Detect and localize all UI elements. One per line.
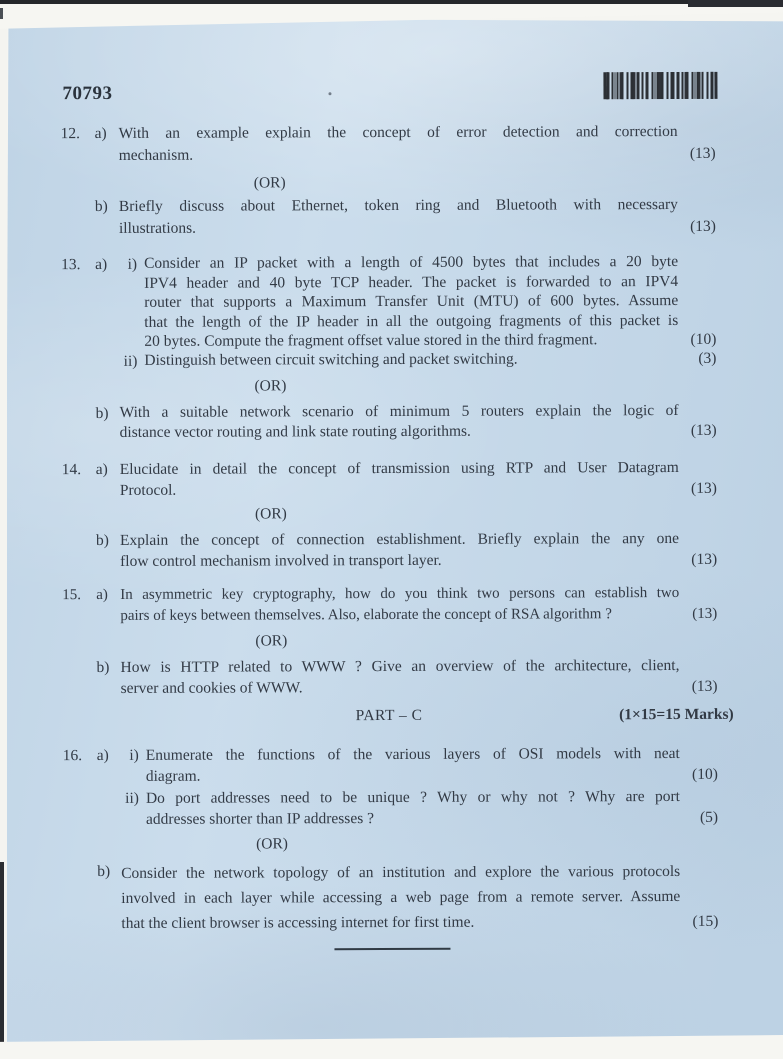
question-text-line: IPV4 header and 40 byte TCP header. The packet is forwarded to an IPV4 xyxy=(144,272,679,292)
part-c-marks: (1×15=15 Marks) xyxy=(619,705,734,724)
question-text xyxy=(119,121,716,167)
question-text xyxy=(120,457,717,501)
subpart-label: i) xyxy=(129,746,139,764)
scanner-edge-mark xyxy=(0,8,3,19)
question-13b xyxy=(62,401,717,443)
or-separator: (OR) xyxy=(254,505,287,523)
part-label: a) xyxy=(95,255,108,274)
question-number: 15. xyxy=(62,587,82,604)
question-number: 12. xyxy=(60,125,81,143)
question-number: 14. xyxy=(61,461,82,479)
question-15a xyxy=(62,583,717,627)
question-number: 13. xyxy=(61,256,81,274)
question-text-line xyxy=(121,909,719,936)
part-label: b) xyxy=(96,531,109,550)
marks: (13) xyxy=(691,677,718,695)
or-separator: (OR) xyxy=(256,835,288,853)
marks: (13) xyxy=(690,217,716,235)
question-text-line: Explain the concept of connection establishment. Briefly explain the any one xyxy=(120,529,680,549)
marks: (13) xyxy=(691,550,718,568)
question-12b xyxy=(61,194,716,240)
question-text-line: router that supports a Maximum Transfer Unit (MTU) of 600 bytes. Assume xyxy=(144,291,679,311)
question-text-line xyxy=(120,549,718,572)
marks: (13) xyxy=(691,479,717,497)
part-label: b) xyxy=(96,658,110,677)
question-text-line: Enumerate the functions of the various layers of OSI models with neat xyxy=(145,744,680,764)
question-text-line: Consider an IP packet with a length of 4500 bytes that includes a 20 byte xyxy=(144,252,679,272)
question-text xyxy=(120,655,717,699)
question-text-line xyxy=(120,604,718,627)
question-16a-i xyxy=(63,743,718,787)
part-label: a) xyxy=(94,124,107,143)
question-text-fragment: Protocol. xyxy=(119,481,177,499)
question-14b xyxy=(62,528,717,572)
or-separator: (OR) xyxy=(255,632,288,650)
marks: (5) xyxy=(699,808,719,826)
question-text-fragment: addresses shorter than IP addresses ? xyxy=(145,810,375,828)
question-13a-i xyxy=(61,252,716,352)
question-text-line xyxy=(118,143,716,167)
part-label: b) xyxy=(95,404,109,423)
question-text-fragment: mechanism. xyxy=(118,146,194,164)
question-text-fragment: Distinguish between circuit switching and packet switching. xyxy=(144,350,518,369)
question-text-line: In asymmetric key cryptography, how do you think two persons can establish two xyxy=(120,584,680,603)
scanner-edge-top-right-dark xyxy=(688,0,783,7)
question-text-line: Briefly discuss about Ethernet, token ring and Bluetooth with necessary xyxy=(118,195,678,215)
subpart-label: ii) xyxy=(125,789,139,807)
subpart-label: i) xyxy=(127,255,138,273)
question-text-fragment: 20 bytes. Compute the fragment offset value stored in the third fragment. xyxy=(144,331,598,350)
question-text-line: involved in each layer while accessing a web page from a remote server. Assume xyxy=(121,887,681,907)
question-text-line xyxy=(118,216,716,240)
question-12a xyxy=(61,121,716,167)
end-rule xyxy=(334,948,450,950)
marks: (13) xyxy=(690,421,717,439)
part-label: a) xyxy=(96,586,108,604)
or-separator: (OR) xyxy=(253,174,286,192)
question-text-line xyxy=(145,807,719,830)
question-text-line xyxy=(119,478,717,501)
question-text-line: Consider the network topology of an institution and explore the various protocols xyxy=(121,862,681,882)
question-15b xyxy=(62,655,717,699)
part-label: a) xyxy=(96,746,109,765)
question-text xyxy=(120,583,717,627)
question-text-fragment: server and cookies of WWW. xyxy=(120,679,303,697)
marks: (3) xyxy=(698,349,717,367)
question-text xyxy=(146,786,718,830)
question-text-fragment: flow control mechanism involved in transport layer. xyxy=(120,551,442,570)
question-text-fragment: diagram. xyxy=(145,767,201,785)
part-c-heading xyxy=(1,704,734,729)
question-text-line xyxy=(120,676,718,699)
question-text-line xyxy=(119,421,717,443)
question-14a xyxy=(62,457,717,501)
subpart-label: ii) xyxy=(123,352,138,370)
question-text xyxy=(146,743,718,787)
question-text xyxy=(121,859,718,936)
question-text-line: With a suitable network scenario of minimum 5 routers explain the logic of xyxy=(119,401,679,421)
question-number: 16. xyxy=(62,747,83,765)
question-text-fragment: pairs of keys between themselves. Also, elaborate the concept of RSA algorithm ? xyxy=(120,606,612,624)
part-label: b) xyxy=(97,862,111,881)
question-text-fragment: distance vector routing and link state routing algorithms. xyxy=(119,422,471,441)
scanner-edge-left-dark xyxy=(0,862,4,1059)
question-16a-ii xyxy=(63,786,718,830)
question-text xyxy=(119,194,716,240)
question-text-line: Do port addresses need to be unique ? Why or why not ? Why are port xyxy=(145,787,680,807)
marks: (10) xyxy=(690,330,717,348)
question-text xyxy=(144,252,716,351)
paper-code: 70793 xyxy=(62,82,113,105)
part-label: a) xyxy=(95,460,108,479)
question-16b xyxy=(63,859,718,936)
marks: (13) xyxy=(689,144,716,162)
scanner-edge-top-dark xyxy=(0,0,783,4)
part-label: b) xyxy=(94,197,108,216)
ink-speck xyxy=(328,92,331,95)
question-text-line xyxy=(145,764,718,787)
marks: (15) xyxy=(692,912,719,930)
question-text-fragment: illustrations. xyxy=(118,219,197,237)
part-c-title: PART – C xyxy=(355,706,423,725)
question-text xyxy=(120,528,717,572)
question-13a-ii xyxy=(61,349,716,372)
question-text-line: that the length of the IP header in all the outgoing fragments of this packet is xyxy=(144,311,679,331)
marks: (13) xyxy=(692,605,718,622)
question-text-line xyxy=(144,330,717,351)
question-text-fragment: that the client browser is accessing internet for first time. xyxy=(121,913,475,932)
question-text-line xyxy=(144,349,717,370)
question-text-line: Elucidate in detail the concept of transmission using RTP and User Datagram xyxy=(119,458,679,478)
or-separator: (OR) xyxy=(254,377,287,395)
marks: (10) xyxy=(691,765,718,783)
barcode xyxy=(603,72,717,99)
question-text-line: With an example explain the concept of error detection and correction xyxy=(118,122,678,142)
question-text xyxy=(144,349,716,370)
question-text-line: How is HTTP related to WWW ? Give an overview of the architecture, client, xyxy=(120,656,680,676)
question-text xyxy=(120,401,717,443)
